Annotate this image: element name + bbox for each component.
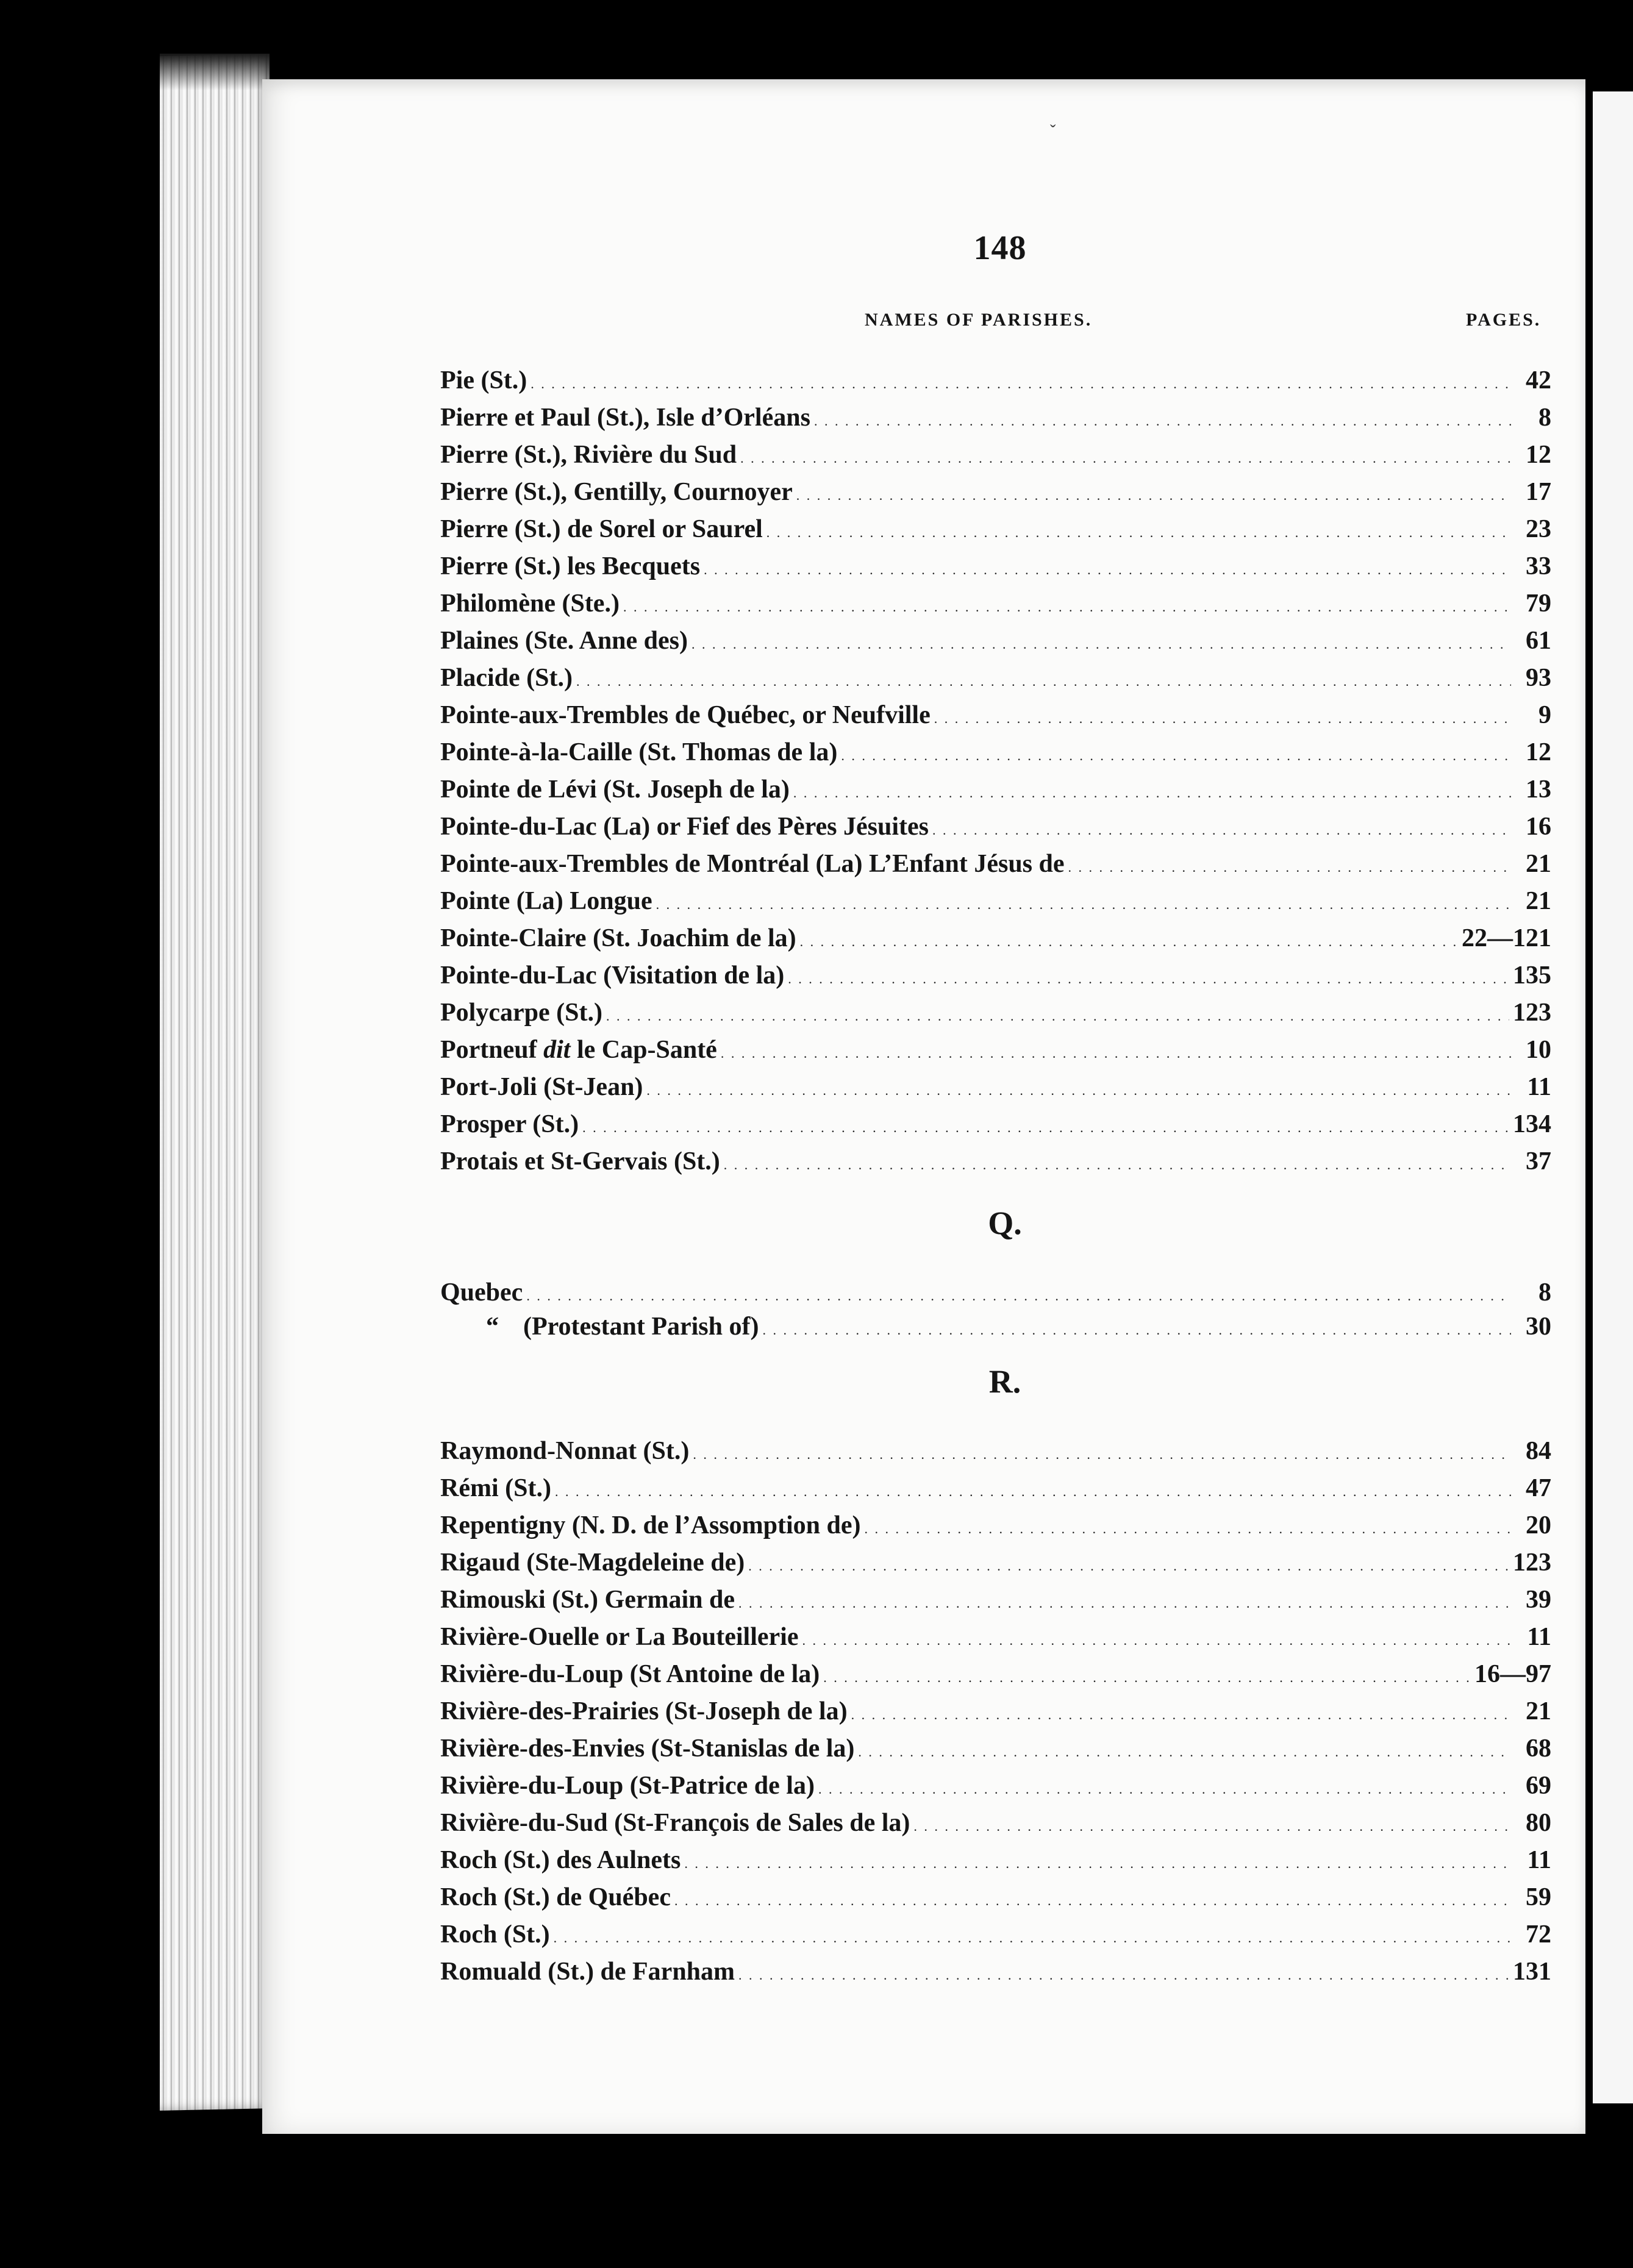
- leader-dots: [576, 661, 1511, 699]
- page-reference: 80: [1526, 1809, 1551, 1837]
- parish-name: Protais et St-Gervais (St.): [440, 1147, 720, 1175]
- parish-name: Raymond-Nonnat (St.): [440, 1437, 690, 1465]
- parish-name: Pierre (St.) de Sorel or Saurel: [440, 515, 763, 543]
- index-entry: [440, 1880, 1551, 1914]
- index-entry: [440, 1806, 1551, 1840]
- leader-dots: [766, 512, 1511, 550]
- parish-name: Rivière-du-Loup (St Antoine de la): [440, 1660, 820, 1688]
- parish-name: Pie (St.): [440, 366, 527, 394]
- leader-dots: [693, 1434, 1511, 1472]
- page-number: 148: [973, 229, 1027, 267]
- leader-dots: [851, 1694, 1511, 1732]
- page-reference: 16—97: [1474, 1660, 1551, 1688]
- parish-name: Plaines (Ste. Anne des): [440, 627, 688, 655]
- leader-dots: [555, 1471, 1511, 1509]
- page-reference: 8: [1538, 1278, 1551, 1307]
- page-reference: 61: [1526, 627, 1551, 655]
- leader-dots: [582, 1107, 1509, 1145]
- page-reference: 22—121: [1462, 924, 1551, 952]
- page-reference: 10: [1526, 1036, 1551, 1064]
- page-reference: 59: [1526, 1883, 1551, 1911]
- page-reference: 8: [1538, 404, 1551, 432]
- page-reference: 123: [1513, 999, 1551, 1027]
- parish-name: “ (Protestant Parish of): [486, 1313, 759, 1341]
- book-page-edges: [160, 54, 270, 2111]
- page-reference: 72: [1526, 1920, 1551, 1949]
- page-reference: 84: [1526, 1437, 1551, 1465]
- index-entry: [440, 1144, 1551, 1179]
- leader-dots: [788, 958, 1509, 996]
- leader-dots: [606, 996, 1509, 1033]
- index-entry: [440, 1694, 1551, 1728]
- page-reference: 20: [1526, 1511, 1551, 1539]
- page-reference: 21: [1526, 850, 1551, 878]
- parish-name: Quebec: [440, 1278, 523, 1307]
- parish-name: Pointe de Lévi (St. Joseph de la): [440, 776, 790, 804]
- index-entry: [440, 624, 1551, 658]
- leader-dots: [704, 549, 1511, 587]
- page-reference: 69: [1526, 1772, 1551, 1800]
- index-entry: [440, 363, 1551, 398]
- index-entry: [440, 1508, 1551, 1542]
- parish-name: Prosper (St.): [440, 1110, 579, 1138]
- page-reference: 134: [1513, 1110, 1551, 1138]
- leader-dots: [684, 1843, 1511, 1881]
- leader-dots: [934, 698, 1511, 736]
- parish-name: Romuald (St.) de Farnham: [440, 1958, 735, 1986]
- index-entry: [440, 698, 1551, 732]
- leader-dots: [1068, 847, 1511, 885]
- leader-dots: [656, 884, 1511, 922]
- index-entry: [440, 1843, 1551, 1877]
- page-reference: 68: [1526, 1735, 1551, 1763]
- parish-name: Rigaud (Ste-Magdeleine de): [440, 1549, 745, 1577]
- column-header-names: NAMES OF PARISHES.: [865, 310, 1093, 330]
- leader-dots: [865, 1508, 1511, 1546]
- parish-name: Pointe-du-Lac (Visitation de la): [440, 961, 785, 990]
- index-entry: [440, 1434, 1551, 1468]
- index-entry: [440, 810, 1551, 844]
- index-entry: [440, 1310, 1551, 1344]
- page-reference: 13: [1526, 776, 1551, 804]
- parish-name: Rimouski (St.) Germain de: [440, 1586, 735, 1614]
- leader-dots: [762, 1310, 1511, 1347]
- page-reference: 33: [1526, 552, 1551, 580]
- parish-name: Pierre (St.), Gentilly, Cournoyer: [440, 478, 793, 506]
- parish-name: Portneuf dit le Cap-Santé: [440, 1036, 717, 1064]
- index-entry: [440, 847, 1551, 881]
- index-entry: [440, 772, 1551, 807]
- page-reference: 123: [1513, 1549, 1551, 1577]
- leader-dots: [818, 1769, 1511, 1806]
- parish-name: Rémi (St.): [440, 1474, 551, 1502]
- page-reference: 12: [1526, 441, 1551, 469]
- page-reference: 11: [1527, 1623, 1551, 1651]
- parish-name: Pointe (La) Longue: [440, 887, 652, 915]
- index-entry: [440, 1917, 1551, 1952]
- parish-name: Port-Joli (St-Jean): [440, 1073, 643, 1101]
- index-entry: [440, 438, 1551, 472]
- page-reference: 30: [1526, 1313, 1551, 1341]
- leader-dots: [814, 401, 1511, 438]
- leader-dots: [738, 1583, 1511, 1621]
- parish-name: Rivière-des-Envies (St-Stanislas de la): [440, 1735, 855, 1763]
- page-reference: 9: [1538, 701, 1551, 729]
- leader-dots: [793, 772, 1511, 810]
- index-entry: [440, 1583, 1551, 1617]
- page-reference: 11: [1527, 1073, 1551, 1101]
- facing-page-edge: [1593, 91, 1633, 2103]
- section-heading-q: Q.: [988, 1205, 1022, 1241]
- stray-mark: ˇ: [1050, 122, 1056, 141]
- index-entry: [440, 735, 1551, 769]
- leader-dots: [748, 1546, 1509, 1583]
- index-entry: [440, 1033, 1551, 1067]
- page-reference: 17: [1526, 478, 1551, 506]
- leader-dots: [841, 735, 1511, 773]
- parish-name: Pointe-aux-Trembles de Montréal (La) L’Enfant Jésus de: [440, 850, 1065, 878]
- leader-dots: [554, 1917, 1511, 1955]
- leader-dots: [721, 1033, 1511, 1071]
- page-reference: 12: [1526, 738, 1551, 766]
- page-reference: 11: [1527, 1846, 1551, 1874]
- index-entry: [440, 996, 1551, 1030]
- section-heading-r: R.: [988, 1363, 1021, 1400]
- leader-dots: [802, 1620, 1511, 1658]
- page-reference: 42: [1526, 366, 1551, 394]
- index-entry: [440, 587, 1551, 621]
- parish-name: Roch (St.) des Aulnets: [440, 1846, 681, 1874]
- leader-dots: [738, 1955, 1509, 1992]
- leader-dots: [646, 1070, 1511, 1108]
- parish-name: Roch (St.) de Québec: [440, 1883, 671, 1911]
- book-edge-shadow: [160, 54, 270, 90]
- index-entry: [440, 661, 1551, 695]
- leader-dots: [531, 363, 1511, 401]
- index-entry: [440, 1620, 1551, 1654]
- index-entry: [440, 1657, 1551, 1691]
- page-reference: 47: [1526, 1474, 1551, 1502]
- leader-dots: [932, 810, 1511, 847]
- parish-name: Placide (St.): [440, 664, 573, 692]
- index-entry: [440, 1107, 1551, 1141]
- parish-name: Polycarpe (St.): [440, 999, 602, 1027]
- leader-dots: [623, 587, 1511, 624]
- leader-dots: [691, 624, 1511, 661]
- page-reference: 131: [1513, 1958, 1551, 1986]
- parish-name: Rivière-du-Loup (St-Patrice de la): [440, 1772, 815, 1800]
- index-entry: [440, 549, 1551, 583]
- page-reference: 37: [1526, 1147, 1551, 1175]
- parish-name: Pierre (St.), Rivière du Sud: [440, 441, 737, 469]
- index-entry: [440, 1769, 1551, 1803]
- leader-dots: [913, 1806, 1511, 1844]
- leader-dots: [823, 1657, 1471, 1695]
- leader-dots: [674, 1880, 1511, 1918]
- page-reference: 23: [1526, 515, 1551, 543]
- index-entry: [440, 1275, 1551, 1310]
- parish-name: Rivière-du-Sud (St-François de Sales de la): [440, 1809, 910, 1837]
- index-entry: [440, 1731, 1551, 1766]
- parish-name: Pointe-du-Lac (La) or Fief des Pères Jésuites: [440, 813, 929, 841]
- parish-name: Pierre et Paul (St.), Isle d’Orléans: [440, 404, 810, 432]
- index-entry: [440, 958, 1551, 993]
- leader-dots: [526, 1275, 1511, 1313]
- parish-name: Pierre (St.) les Becquets: [440, 552, 701, 580]
- page-reference: 21: [1526, 887, 1551, 915]
- parish-name: Rivière-Ouelle or La Bouteillerie: [440, 1623, 799, 1651]
- index-entry: [440, 921, 1551, 955]
- index-entry: [440, 512, 1551, 546]
- index-entry: [440, 1955, 1551, 1989]
- index-entry: [440, 1070, 1551, 1104]
- parish-name: Philomène (Ste.): [440, 590, 620, 618]
- parish-name: Pointe-aux-Trembles de Québec, or Neufville: [440, 701, 931, 729]
- page-reference: 21: [1526, 1697, 1551, 1725]
- ditto-mark: “: [486, 1313, 499, 1341]
- leader-dots: [800, 921, 1458, 959]
- column-header-pages: PAGES.: [1466, 310, 1542, 330]
- page-reference: 39: [1526, 1586, 1551, 1614]
- parish-name: Repentigny (N. D. de l’Assomption de): [440, 1511, 861, 1539]
- leader-dots: [740, 438, 1511, 476]
- leader-dots: [724, 1144, 1511, 1182]
- parish-name: Pointe-à-la-Caille (St. Thomas de la): [440, 738, 838, 766]
- italic-word: dit: [543, 1036, 571, 1064]
- leader-dots: [858, 1731, 1511, 1769]
- page-reference: 135: [1513, 961, 1551, 990]
- index-entry: [440, 1546, 1551, 1580]
- page-reference: 16: [1526, 813, 1551, 841]
- parish-name: Rivière-des-Prairies (St-Joseph de la): [440, 1697, 848, 1725]
- index-entry: [440, 1471, 1551, 1505]
- index-entry: [440, 401, 1551, 435]
- index-entry: [440, 884, 1551, 918]
- parish-name: Pointe-Claire (St. Joachim de la): [440, 924, 796, 952]
- page-reference: 93: [1526, 664, 1551, 692]
- index-entry: [440, 475, 1551, 509]
- leader-dots: [796, 475, 1511, 513]
- page-reference: 79: [1526, 590, 1551, 618]
- parish-name: Roch (St.): [440, 1920, 550, 1949]
